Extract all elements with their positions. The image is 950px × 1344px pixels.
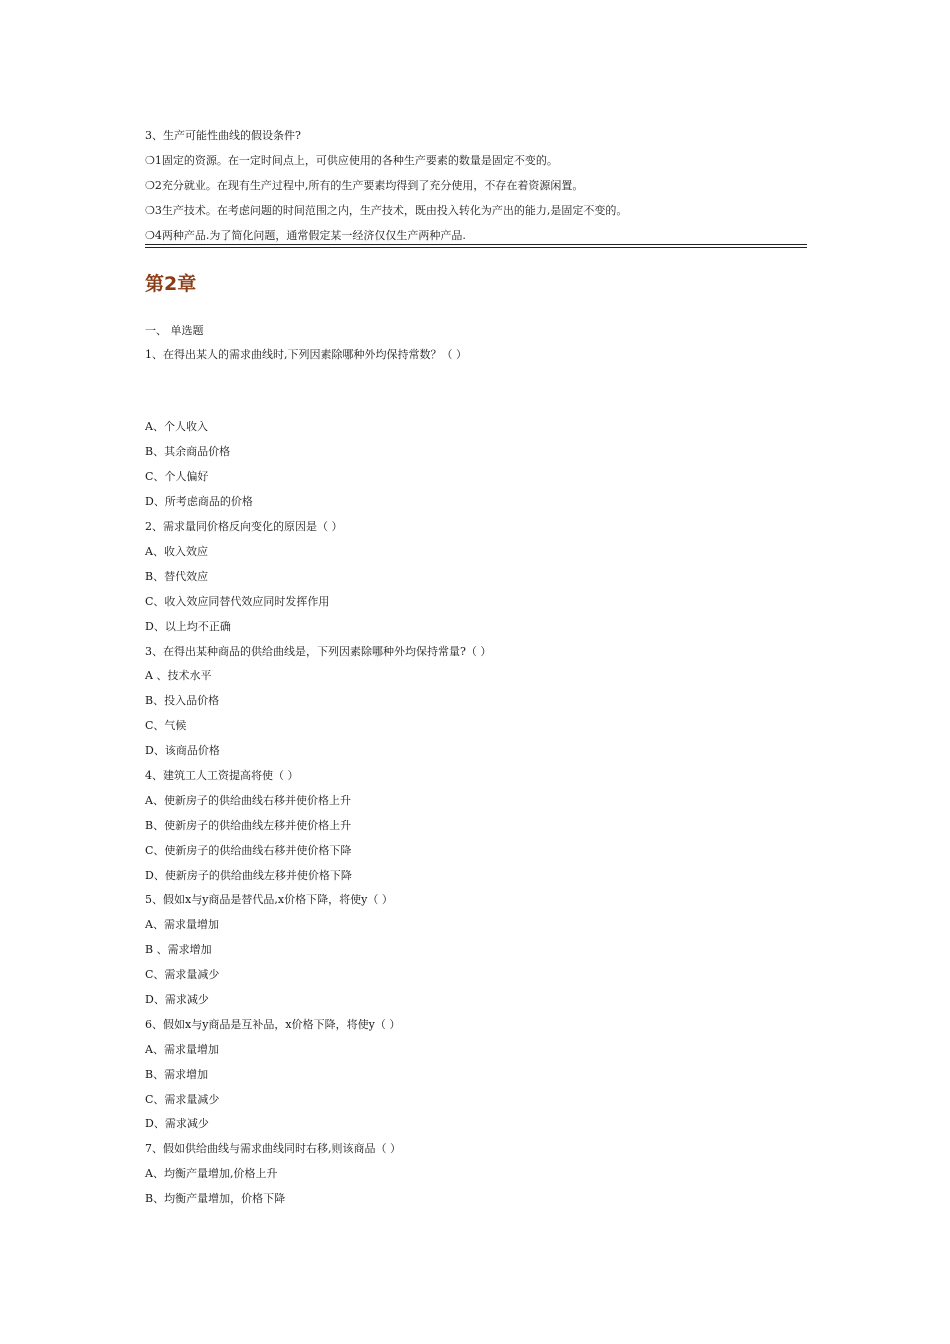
- section-heading: 一、 单选题: [145, 324, 204, 337]
- list-item: D、所考虑商品的价格: [145, 495, 253, 508]
- list-item: C、收入效应同替代效应同时发挥作用: [145, 595, 330, 608]
- divider-top-line: [145, 244, 807, 245]
- list-item: D、以上均不正确: [145, 620, 231, 633]
- assumption-item-1: ❍1固定的资源。在一定时间点上，可供应使用的各种生产要素的数量是固定不变的。: [145, 154, 558, 167]
- list-item: B、其余商品价格: [145, 445, 231, 458]
- list-item: B 、需求增加: [145, 943, 212, 956]
- list-item: B、使新房子的供给曲线左移并使价格上升: [145, 819, 352, 832]
- list-item: A、需求量增加: [145, 1043, 219, 1056]
- list-item: A 、技术水平: [145, 669, 212, 682]
- list-item: A、均衡产量增加,价格上升: [145, 1167, 278, 1180]
- assumption-item-3: ❍3生产技术。在考虑问题的时间范围之内，生产技术，既由投入转化为产出的能力,是固定不变的。: [145, 204, 628, 217]
- chapter-title: 第2章: [145, 273, 197, 295]
- list-item: C、气候: [145, 719, 187, 732]
- list-item: B、投入品价格: [145, 694, 220, 707]
- assumption-item-2: ❍2充分就业。在现有生产过程中,所有的生产要素均得到了充分使用，不存在着资源闲置。: [145, 179, 584, 192]
- list-item: B、需求增加: [145, 1068, 209, 1081]
- list-item: A、收入效应: [145, 545, 208, 558]
- list-item: 5、假如x与y商品是替代品,x价格下降，将使y（ ）: [145, 893, 393, 906]
- list-item: A、使新房子的供给曲线右移并使价格上升: [145, 794, 351, 807]
- list-item: 2、需求量同价格反向变化的原因是（ ）: [145, 520, 343, 533]
- list-item: A、需求量增加: [145, 918, 219, 931]
- list-item: 4、建筑工人工资提高将使（ ）: [145, 769, 299, 782]
- list-item: B、均衡产量增加，价格下降: [145, 1192, 286, 1205]
- question-3-title: 3、生产可能性曲线的假设条件?: [145, 129, 301, 142]
- list-item: 3、在得出某种商品的供给曲线是，下列因素除哪种外均保持常量?（ ）: [145, 645, 492, 658]
- list-item: B、替代效应: [145, 570, 209, 583]
- list-item: D、该商品价格: [145, 744, 220, 757]
- assumption-item-4: ❍4两种产品.为了简化问题，通常假定某一经济仅仅生产两种产品.: [145, 229, 466, 242]
- list-item: D、使新房子的供给曲线左移并使价格下降: [145, 869, 352, 882]
- list-item: C、需求量减少: [145, 1093, 220, 1106]
- divider-bottom-line: [145, 247, 807, 248]
- list-item: D、需求减少: [145, 1117, 209, 1130]
- list-item: A、个人收入: [145, 420, 208, 433]
- list-item: C、使新房子的供给曲线右移并使价格下降: [145, 844, 352, 857]
- question-1: 1、在得出某人的需求曲线时,下列因素除哪种外均保持常数？（ ）: [145, 348, 467, 361]
- list-item: 6、假如x与y商品是互补品，x价格下降，将使y（ ）: [145, 1018, 401, 1031]
- list-item: D、需求减少: [145, 993, 209, 1006]
- list-item: C、需求量减少: [145, 968, 220, 981]
- list-item: C、个人偏好: [145, 470, 209, 483]
- list-item: 7、假如供给曲线与需求曲线同时右移,则该商品（ ）: [145, 1142, 401, 1155]
